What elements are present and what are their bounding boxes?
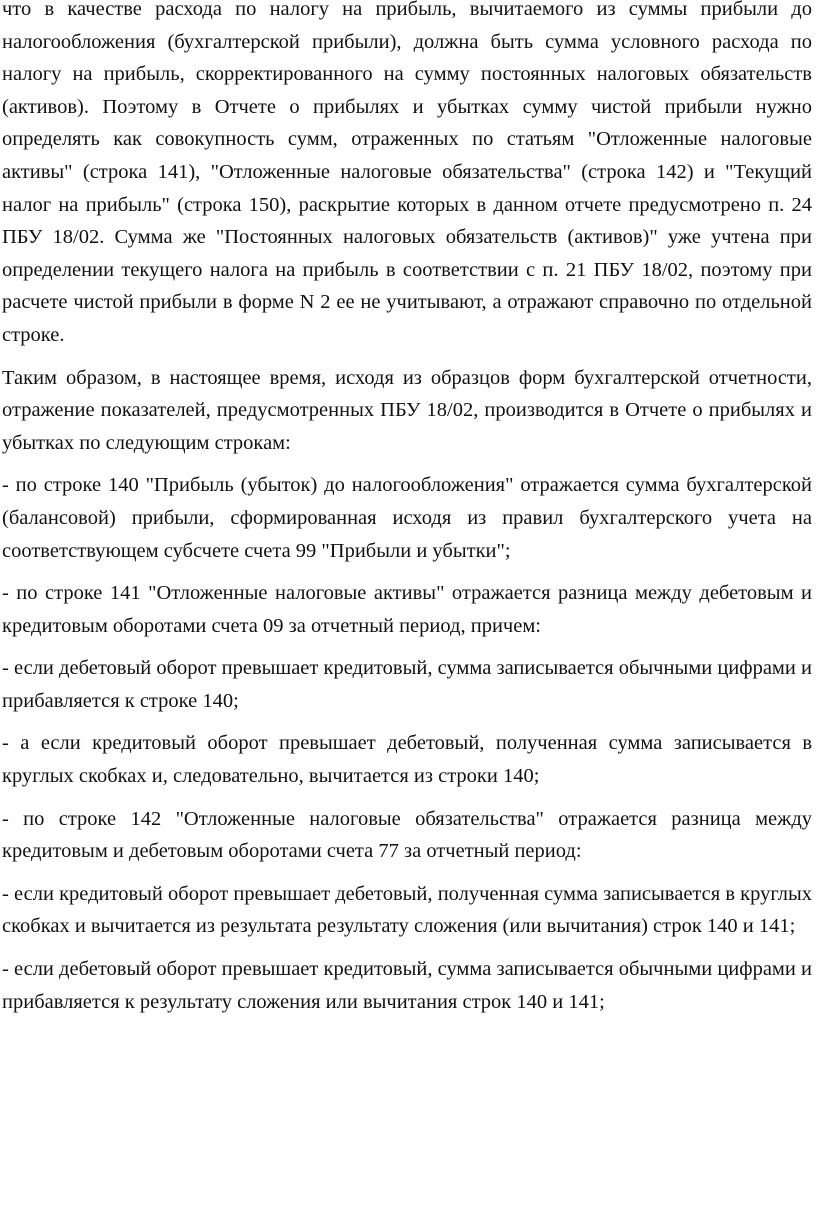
paragraph-net-profit-explanation: что в качестве расхода по налогу на прибыль, вычитаемого из суммы прибыли до налогообложения (бухгалтерской прибыли), должна быть сумма условного расхода по налогу на прибыль, скорректированного на сумму постоянных налоговых обязательств (активов). Поэтому в Отчете о прибылях и убытках сумму чистой прибыли нужно определять как совокупность сумм, отраженных по статьям "Отложенные налоговые активы" (строка 141), "Отложенные налоговые обязательства" (строка 142) и "Текущий налог на прибыль" (строка 150), раскрытие которых в данном отчете предусмотрено п. 24 ПБУ 18/02. Сумма же "Постоянных налоговых обязательств (активов)" уже учтена при определении текущего налога на прибыль в соответствии с п. 21 ПБУ 18/02, поэтому при расчете чистой прибыли в форме N 2 ее не учитывают, а отражают справочно по отдельной строке. xyxy=(2,0,812,346)
list-item-credit-exceeds-142: - если кредитовый оборот превышает дебетовый, полученная сумма записывается в круглых скобках и вычитается из результата результату сложения (или вычитания) строк 140 и 141; xyxy=(2,882,812,938)
paragraph-summary-intro: Таким образом, в настоящее время, исходя из образцов форм бухгалтерской отчетности, отражение показателей, предусмотренных ПБУ 18/02, производится в Отчете о прибылях и убытках по следующим строкам: xyxy=(2,366,812,454)
list-item-line-141: - по строке 141 "Отложенные налоговые активы" отражается разница между дебетовым и кредитовым оборотами счета 09 за отчетный период, причем: xyxy=(2,582,812,637)
list-item-credit-exceeds: - а если кредитовый оборот превышает дебетовый, полученная сумма записывается в круглых скобках и, следовательно, вычитается из строки 140; xyxy=(2,732,812,788)
list-item-debit-exceeds-142: - если дебетовый оборот превышает кредитовый, сумма записывается обычными цифрами и прибавляется к результату сложения или вычитания строк 140 и 141; xyxy=(2,958,812,1013)
list-item-line-142: - по строке 142 "Отложенные налоговые обязательства" отражается разница между кредитовым и дебетовым оборотами счета 77 за отчетный период: xyxy=(2,807,812,863)
list-item-line-140: - по строке 140 "Прибыль (убыток) до налогообложения" отражается сумма бухгалтерской (балансовой) прибыли, сформированная исходя из правил бухгалтерского учета на соответствующем субсчете счета 99 "Прибыли и убытки"; xyxy=(2,474,812,562)
list-item-debit-exceeds: - если дебетовый оборот превышает кредитовый, сумма записывается обычными цифрами и прибавляется к строке 140; xyxy=(2,657,812,712)
